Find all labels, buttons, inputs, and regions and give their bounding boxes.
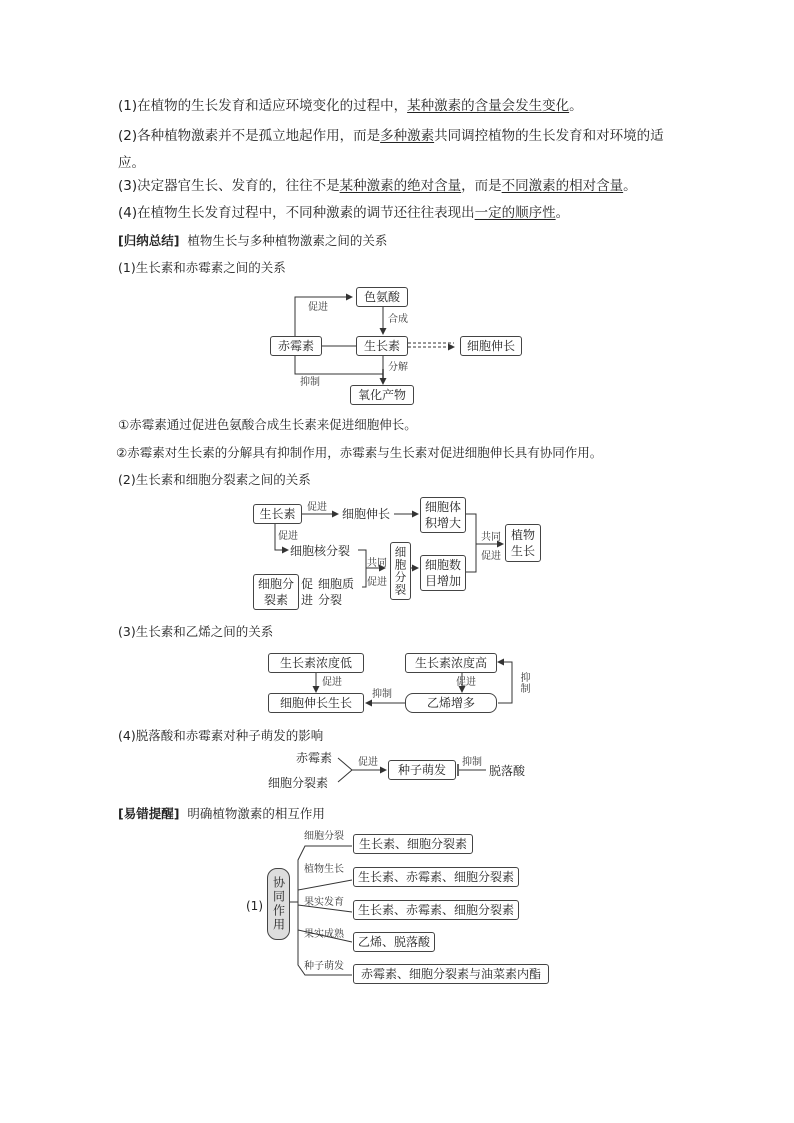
section-1-heading: (1)生长素和赤霉素之间的关系 bbox=[118, 260, 286, 275]
tree-branch-label: 果实成熟 bbox=[304, 929, 344, 940]
text: (3)决定器官生长、发育的，往往不是 bbox=[118, 178, 340, 194]
underlined-text: 不同激素的相对含量 bbox=[501, 178, 624, 194]
tree-branch-value: 赤霉素、细胞分裂素与油菜素内酯 bbox=[353, 964, 549, 984]
box-auxin: 生长素 bbox=[356, 336, 408, 356]
underlined-text: 某种激素的含量会发生变化 bbox=[407, 98, 570, 114]
underlined-text: 多种激素 bbox=[380, 128, 435, 144]
line: 共同 bbox=[367, 558, 387, 569]
tree-number: (1) bbox=[246, 899, 263, 913]
section-3-heading: (3)生长素和乙烯之间的关系 bbox=[118, 624, 274, 639]
text: (2)各种植物激素并不是孤立地起作用，而是 bbox=[118, 128, 381, 144]
text: 。 bbox=[569, 98, 583, 114]
mistake-tag: [易错提醒] bbox=[118, 806, 180, 821]
tree-branch-value: 生长素、细胞分裂素 bbox=[353, 834, 473, 854]
section-1-note-2: ②赤霉素对生长素的分解具有抑制作用，赤霉素与生长素对促进细胞伸长具有协同作用。 bbox=[116, 445, 603, 460]
text: (1)在植物的生长发育和适应环境变化的过程中， bbox=[118, 98, 408, 114]
mistake-title: 明确植物激素的相互作用 bbox=[187, 806, 325, 821]
text-cytokinin: 细胞分裂素 bbox=[268, 776, 329, 790]
text-gibberellin: 赤霉素 bbox=[296, 751, 333, 765]
line: 促进 bbox=[481, 551, 501, 562]
tree-branch-value: 生长素、赤霉素、细胞分裂素 bbox=[353, 900, 519, 920]
summary-tag: [归纳总结] bbox=[118, 233, 180, 248]
box-cell-division: 细胞分裂 bbox=[390, 542, 411, 600]
line: 促 bbox=[301, 577, 314, 591]
label-synthesis: 合成 bbox=[388, 314, 408, 325]
box-ethylene-increase: 乙烯增多 bbox=[405, 693, 497, 713]
line: 细胞数 bbox=[424, 558, 461, 572]
label-promote-3: 促进 bbox=[278, 531, 298, 542]
section-2-heading: (2)生长素和细胞分裂素之间的关系 bbox=[118, 472, 311, 487]
tree-root-synergy: 协同作用 bbox=[267, 868, 290, 940]
label-promote-6: 促进 bbox=[358, 757, 378, 768]
line: 共同 bbox=[481, 532, 501, 543]
tree-branch-value: 生长素、赤霉素、细胞分裂素 bbox=[353, 867, 519, 887]
label-inhibit-3: 抑制 bbox=[518, 672, 529, 694]
box-oxidation-product: 氧化产物 bbox=[350, 385, 414, 405]
tree-branch-label: 植物生长 bbox=[304, 864, 344, 875]
box-auxin-high: 生长素浓度高 bbox=[405, 653, 497, 673]
section-1-note-1: ①赤霉素通过促进色氨酸合成生长素来促进细胞伸长。 bbox=[118, 417, 417, 432]
box-cell-elongation: 细胞伸长 bbox=[460, 336, 522, 356]
line: 植物 bbox=[510, 528, 535, 542]
tree-branch-value: 乙烯、脱落酸 bbox=[353, 932, 435, 952]
label-promote-2: 促进 bbox=[307, 502, 327, 513]
line: 分裂 bbox=[318, 593, 343, 607]
line: 细胞质 bbox=[318, 577, 355, 591]
section-4-heading: (4)脱落酸和赤霉素对种子萌发的影响 bbox=[118, 728, 324, 743]
line: 进 bbox=[301, 593, 314, 607]
tree-branch-label: 细胞分裂 bbox=[304, 831, 344, 842]
underlined-text: 一定的顺序性 bbox=[474, 205, 556, 221]
text: 。 bbox=[555, 205, 570, 221]
box-tryptophan: 色氨酸 bbox=[356, 287, 408, 307]
box-seed-germination: 种子萌发 bbox=[388, 760, 456, 780]
tree-branch-label: 果实发育 bbox=[304, 897, 344, 908]
text: 共同调控植物的生长发育和对环境的适应。 bbox=[118, 128, 664, 171]
tree-branch-label: 种子萌发 bbox=[304, 961, 344, 972]
box-auxin-low: 生长素浓度低 bbox=[268, 653, 364, 673]
line: 裂素 bbox=[263, 593, 288, 607]
label-inhibit: 抑制 bbox=[300, 377, 320, 388]
label-promote-5: 促进 bbox=[456, 677, 476, 688]
label-decompose: 分解 bbox=[388, 362, 408, 373]
text: 。 bbox=[623, 178, 637, 194]
text-cell-elongation-2: 细胞伸长 bbox=[342, 507, 391, 521]
line: 促进 bbox=[367, 577, 387, 588]
line: 积增大 bbox=[424, 516, 461, 530]
label-promote-4: 促进 bbox=[322, 677, 342, 688]
line: 细胞体 bbox=[424, 500, 461, 514]
box-auxin-2: 生长素 bbox=[253, 504, 302, 524]
box-cell-elongation-growth: 细胞伸长生长 bbox=[268, 693, 364, 713]
line: 生长 bbox=[510, 544, 535, 558]
underlined-text: 某种激素的绝对含量 bbox=[339, 178, 462, 194]
text: ，而是 bbox=[461, 178, 502, 194]
label-promote: 促进 bbox=[308, 302, 328, 313]
line: 细胞分 bbox=[257, 577, 294, 591]
text-abscisic-acid: 脱落酸 bbox=[489, 764, 526, 778]
text: (4)在植物生长发育过程中，不同种激素的调节还往往表现出 bbox=[118, 205, 475, 221]
summary-title: 植物生长与多种植物激素之间的关系 bbox=[187, 233, 388, 248]
line: 目增加 bbox=[424, 574, 461, 588]
box-gibberellin: 赤霉素 bbox=[270, 336, 322, 356]
text-nucleus-division: 细胞核分裂 bbox=[290, 544, 351, 558]
label-inhibit-2: 抑制 bbox=[372, 689, 392, 700]
label-inhibit-4: 抑制 bbox=[462, 757, 482, 768]
